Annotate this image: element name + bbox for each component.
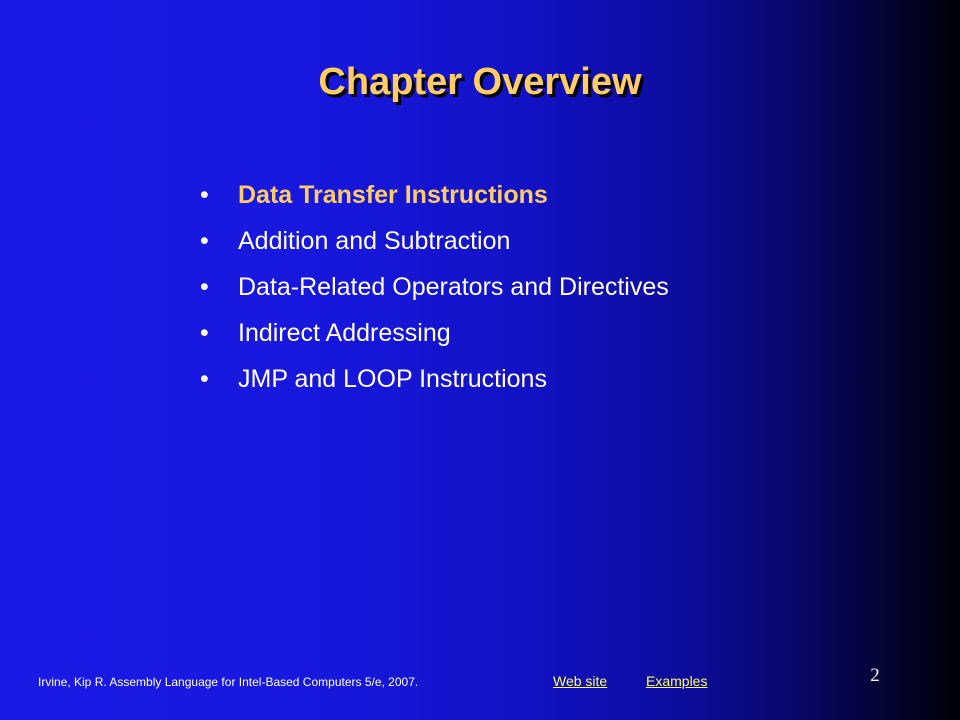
bullet-list bbox=[200, 172, 900, 402]
page-number: 2 bbox=[870, 665, 880, 686]
bullet-item-addition-subtraction bbox=[200, 218, 900, 264]
website-link[interactable]: Web site bbox=[553, 673, 608, 689]
bullet-item-indirect-addressing bbox=[200, 310, 900, 356]
bullet-icon: • bbox=[200, 319, 209, 347]
footer-credit: Irvine, Kip R. Assembly Language for Intel-Based Computers 5/e, 2007. bbox=[38, 675, 419, 689]
bullet-label: Addition and Subtraction bbox=[238, 227, 511, 255]
bullet-icon: • bbox=[200, 273, 209, 301]
bullet-label: Indirect Addressing bbox=[238, 319, 451, 347]
bullet-item-data-related-operators bbox=[200, 264, 900, 310]
examples-link[interactable]: Examples bbox=[646, 673, 708, 689]
bullet-icon: • bbox=[200, 181, 209, 209]
slide-title: Chapter Overview bbox=[318, 61, 642, 104]
bullet-item-jmp-loop bbox=[200, 356, 900, 402]
bullet-label: JMP and LOOP Instructions bbox=[238, 365, 547, 393]
bullet-label: Data-Related Operators and Directives bbox=[238, 273, 669, 301]
bullet-icon: • bbox=[200, 227, 209, 255]
bullet-icon: • bbox=[200, 365, 209, 393]
bullet-item-data-transfer bbox=[200, 172, 900, 218]
bullet-label: Data Transfer Instructions bbox=[238, 181, 548, 209]
